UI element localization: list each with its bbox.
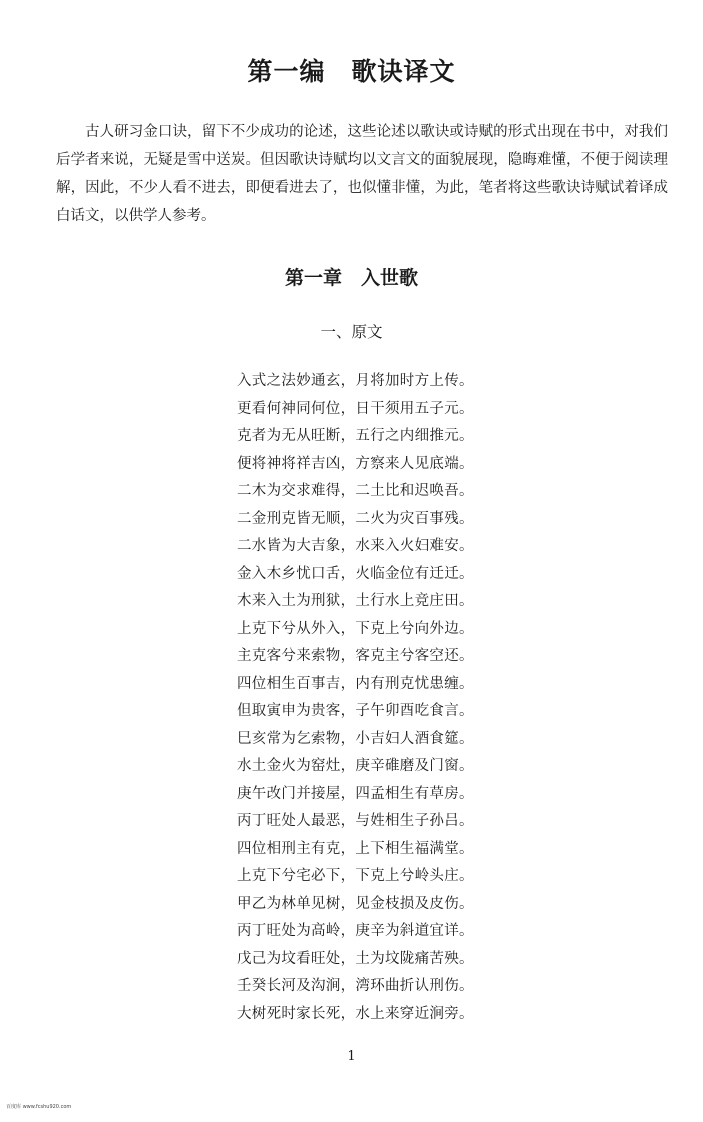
poem-line: 二水皆为大吉象，水来入火妇难安。 (237, 538, 474, 554)
poem-line: 大树死时家长死，水上来穿近涧旁。 (237, 1005, 474, 1022)
poem-line: 入式之法妙通玄，月将加时方上传。 (237, 373, 474, 389)
poem-line: 壬癸长河及沟涧，湾环曲折认刑伤。 (237, 978, 474, 994)
section-title: 一、原文 (320, 323, 383, 341)
poem-line: 主克客兮来索物，客克主兮客空还。 (237, 648, 474, 664)
poem-line: 丙丁旺处为高岭，庚辛为斜道宜详。 (237, 923, 474, 939)
poem-line: 甲乙为林单见树，见金枝损及皮伤。 (237, 895, 474, 912)
poem (237, 368, 474, 1028)
watermark: 百度库 www.fcshu920.com (6, 1104, 72, 1110)
poem-line: 金入木乡忧口舌，火临金位有迁迁。 (237, 565, 474, 582)
poem-line: 二木为交求难得，二土比和迟唤吾。 (237, 483, 474, 499)
poem-line: 庚午改门并接屋，四孟相生有草房。 (237, 785, 474, 802)
poem-line: 更看何神同何位，日干须用五子元。 (237, 400, 474, 417)
intro-paragraph: 古人研习金口诀，留下不少成功的论述，这些论述以歌诀或诗赋的形式出现在书中，对我们后学者来说，无疑是雪中送炭。但因歌诀诗赋均以文言文的面貌展现，隐晦难懂，不便于阅读理解，因此，不少人看不进去，即便看进去了，也似懂非懂，为此，笔者将这些歌诀诗赋试着译成白话文，以供学人参考。 (56, 124, 668, 224)
poem-line: 克者为无从旺断，五行之内细推元。 (237, 428, 474, 444)
poem-line: 巳亥常为乞索物，小吉妇人酒食筵。 (237, 730, 474, 747)
poem-line: 四位相刑主有克，上下相生福满堂。 (237, 840, 474, 857)
poem-line: 水土金火为窑灶，庚辛碓磨及门窗。 (237, 758, 474, 774)
poem-line: 上克下兮宅必下，下克上兮岭头庄。 (237, 868, 474, 884)
poem-line: 木来入土为刑狱，土行水上竞庄田。 (237, 593, 474, 609)
poem-line: 便将神将祥吉凶，方察来人见底端。 (237, 455, 474, 472)
page-number: 1 (347, 1049, 356, 1064)
poem-line: 上克下兮从外入，下克上兮向外边。 (237, 620, 474, 637)
poem-line: 戊己为坟看旺处，土为坟陇痛苦殃。 (237, 950, 474, 967)
chapter-title: 第一章 入世歌 (284, 267, 418, 289)
poem-line: 二金刑克皆无顺，二火为灾百事残。 (237, 510, 474, 527)
poem-line: 四位相生百事吉，内有刑克忧患缠。 (237, 675, 474, 692)
part-title: 第一编 歌诀译文 (247, 57, 456, 86)
poem-line: 丙丁旺处人最恶，与姓相生子孙吕。 (237, 813, 474, 829)
poem-line: 但取寅申为贵客，子午卯酉吃食言。 (237, 703, 474, 719)
